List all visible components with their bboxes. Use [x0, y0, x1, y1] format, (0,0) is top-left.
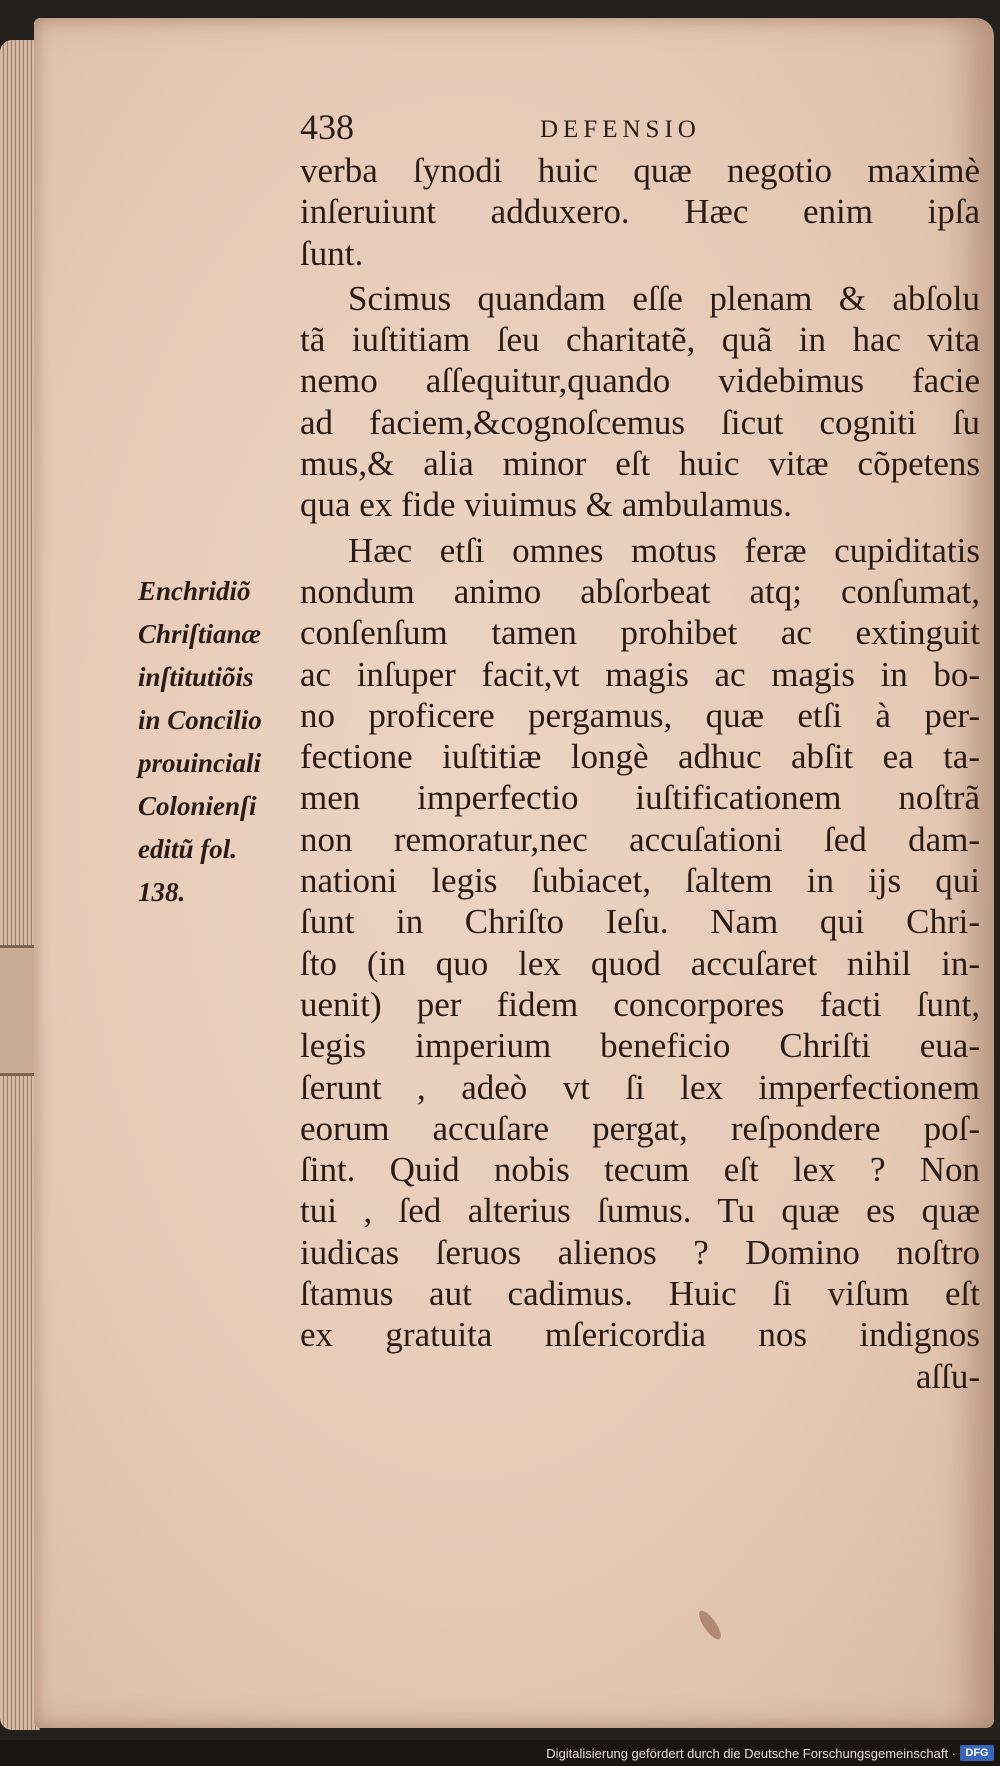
text-line: ad faciem,&cognoſcemus ſicut cogniti ſu [300, 402, 980, 442]
text-line: tui , ſed alterius ſumus. Tu quæ es quæ [300, 1191, 980, 1231]
margin-note-line: inſtitutiõis [138, 662, 254, 692]
text-line: nondum animo abſorbeat atq; conſumat, [300, 571, 980, 611]
margin-note-line: editũ fol. [138, 834, 237, 864]
text-line: qua ex fide viuimus & ambulamus. [300, 485, 792, 525]
text-line: ex gratuita mſericordia nos indignos [300, 1315, 980, 1355]
text-line: uenit) per fidem concorpores facti ſunt, [300, 984, 980, 1024]
margin-note-line: prouinciali [138, 748, 262, 778]
margin-note-line: Chriſtianæ [138, 619, 262, 649]
ink-smudge [695, 1608, 724, 1643]
text-line: ſerunt , adeò vt ſi lex imperfectionem [300, 1067, 980, 1107]
page-number: 438 [300, 107, 354, 147]
dfg-logo: DFG [960, 1745, 994, 1761]
text-line: legis imperium beneficio Chriſti eua- [300, 1026, 980, 1066]
digitization-footer [0, 1740, 1000, 1766]
margin-note-line: in Concilio [138, 705, 262, 735]
text-line: ac inſuper facit,vt magis ac magis in bo- [300, 654, 980, 694]
text-line: non remoratur,nec accuſationi ſed dam- [300, 819, 980, 859]
text-line: Scimus quandam eſſe plenam & abſolu [348, 278, 980, 318]
text-line: inſeruiunt adduxero. Hæc enim ipſa [300, 192, 980, 232]
text-line: ſto (in quo lex quod accuſaret nihil in- [300, 943, 980, 983]
text-line: ſunt in Chriſto Ieſu. Nam qui Chri- [300, 902, 980, 942]
text-line: mus,& alia minor eſt huic vitæ cõpetens [300, 444, 980, 484]
text-line: eorum accuſare pergat, reſpondere poſ- [300, 1108, 980, 1148]
text-line: verba ſynodi huic quæ negotio maximè [300, 151, 980, 190]
margin-note-line: Enchridiõ [138, 576, 251, 606]
margin-note [138, 570, 303, 914]
text-line: no proficere pergamus, quæ etſi à per- [300, 695, 980, 735]
funding-credit: Digitalisierung gefördert durch die Deutsche Forschungsgemeinschaft · [546, 1746, 956, 1761]
main-text [300, 150, 980, 1397]
running-head: DEFENSIO [540, 116, 701, 143]
text-line: fectione iuſtitiæ longè adhuc abſit ea ta- [300, 737, 980, 777]
margin-note-line: Colonienſi [138, 791, 257, 821]
text-line: ſint. Quid nobis tecum eſt lex ? Non [300, 1150, 980, 1190]
text-line: iudicas ſeruos alienos ? Domino noſtro [300, 1232, 980, 1272]
text-line: tã iuſtitiam ſeu charitatẽ, quã in hac vita [300, 320, 980, 360]
text-line: ſunt. [300, 233, 364, 273]
text-line: ſtamus aut cadimus. Huic ſi viſum eſt [300, 1274, 980, 1314]
margin-note-line: 138. [138, 877, 186, 907]
text-line: Hæc etſi omnes motus feræ cupiditatis [348, 530, 980, 570]
text-line: men imperfectio iuſtificationem noſtrã [300, 778, 980, 818]
text-line: nemo aſſequitur,quando videbimus facie [300, 361, 980, 401]
text-line: nationi legis ſubiacet, ſaltem in ijs qui [300, 861, 980, 901]
text-line: conſenſum tamen prohibet ac extinguit [300, 613, 980, 653]
catchword: aſſu- [915, 1356, 980, 1396]
